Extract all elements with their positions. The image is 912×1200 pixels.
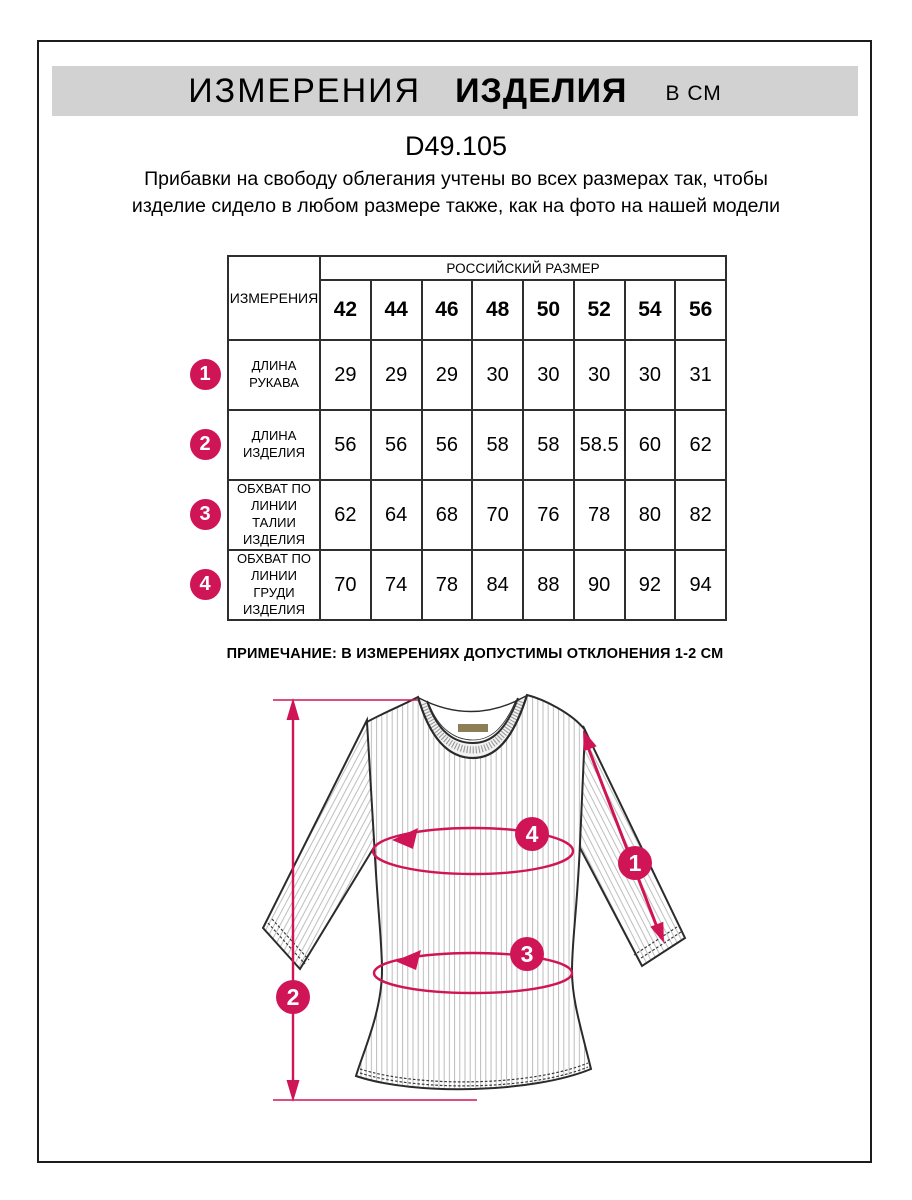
value-row2-size56: 62 xyxy=(675,410,726,480)
value-row2-size44: 56 xyxy=(371,410,422,480)
value-row2-size46: 56 xyxy=(422,410,473,480)
value-row4-size50: 88 xyxy=(523,550,574,620)
diagram-badge-4 xyxy=(515,817,549,851)
value-row1-size48: 30 xyxy=(472,340,523,410)
table-row-badge-1: 1 xyxy=(190,359,221,390)
size-table xyxy=(227,255,727,621)
size-header-48: 48 xyxy=(472,280,523,340)
value-row2-size52: 58.5 xyxy=(574,410,625,480)
value-row1-size42: 29 xyxy=(320,340,371,410)
table-row-badge-3: 3 xyxy=(190,499,221,530)
value-row1-size56: 31 xyxy=(675,340,726,410)
fit-description: Прибавки на свободу облегания учтены во всех размерах так, чтобы изделие сидело в любом размере также, как на фото на нашей модели xyxy=(131,168,781,217)
size-header-42: 42 xyxy=(320,280,371,340)
value-row2-size42: 56 xyxy=(320,410,371,480)
value-row3-size52: 78 xyxy=(574,480,625,550)
value-row3-size48: 70 xyxy=(472,480,523,550)
header-bar xyxy=(52,66,858,116)
table-row xyxy=(228,340,726,410)
value-row1-size52: 30 xyxy=(574,340,625,410)
size-header-54: 54 xyxy=(625,280,676,340)
size-header-44: 44 xyxy=(371,280,422,340)
value-row3-size42: 62 xyxy=(320,480,371,550)
value-row1-size50: 30 xyxy=(523,340,574,410)
header-title-measurements: ИЗМЕРЕНИЯ xyxy=(188,71,422,110)
value-row4-size54: 92 xyxy=(625,550,676,620)
measurement-label-3: ОБХВАТ ПО ЛИНИИ ТАЛИИ ИЗДЕЛИЯ xyxy=(228,480,320,550)
header-unit-label: В СМ xyxy=(665,82,722,105)
product-code: D49.105 xyxy=(404,131,508,161)
value-row2-size54: 60 xyxy=(625,410,676,480)
value-row4-size48: 84 xyxy=(472,550,523,620)
value-row1-size54: 30 xyxy=(625,340,676,410)
measurement-label-4: ОБХВАТ ПО ЛИНИИ ГРУДИ ИЗДЕЛИЯ xyxy=(228,550,320,620)
value-row4-size44: 74 xyxy=(371,550,422,620)
diagram-badge-1 xyxy=(618,846,652,880)
measurement-label-2: ДЛИНА ИЗДЕЛИЯ xyxy=(228,410,320,480)
size-table-header-row-1 xyxy=(228,256,726,280)
value-row4-size52: 90 xyxy=(574,550,625,620)
diagram-badge-2-label: 2 xyxy=(286,984,300,1010)
diagram-badge-1-label: 1 xyxy=(628,850,642,876)
measurements-column-header: ИЗМЕРЕНИЯ xyxy=(228,256,320,340)
back-neck-line xyxy=(419,696,526,712)
value-row2-size48: 58 xyxy=(472,410,523,480)
table-row xyxy=(228,410,726,480)
value-row4-size46: 78 xyxy=(422,550,473,620)
collar-tag xyxy=(458,724,488,732)
size-header-50: 50 xyxy=(523,280,574,340)
value-row4-size56: 94 xyxy=(675,550,726,620)
table-row xyxy=(228,550,726,620)
diagram-badge-3-label: 3 xyxy=(520,941,534,967)
size-header-56: 56 xyxy=(675,280,726,340)
value-row4-size42: 70 xyxy=(320,550,371,620)
value-row2-size50: 58 xyxy=(523,410,574,480)
note-text: ПРИМЕЧАНИЕ: В ИЗМЕРЕНИЯХ ДОПУСТИМЫ ОТКЛОНЕНИЯ 1-2 СМ xyxy=(226,646,724,662)
value-row1-size44: 29 xyxy=(371,340,422,410)
value-row3-size44: 64 xyxy=(371,480,422,550)
garment-measurement-diagram xyxy=(255,680,715,1120)
size-header-46: 46 xyxy=(422,280,473,340)
diagram-badge-4-label: 4 xyxy=(525,821,539,847)
russian-size-header: РОССИЙСКИЙ РАЗМЕР xyxy=(320,256,726,280)
diagram-badge-2 xyxy=(276,980,310,1014)
value-row3-size50: 76 xyxy=(523,480,574,550)
value-row3-size56: 82 xyxy=(675,480,726,550)
value-row3-size46: 68 xyxy=(422,480,473,550)
header-title-product: ИЗДЕЛИЯ xyxy=(455,71,628,110)
value-row3-size54: 80 xyxy=(625,480,676,550)
diagram-badge-3 xyxy=(510,937,544,971)
size-header-52: 52 xyxy=(574,280,625,340)
left-sleeve xyxy=(263,720,376,969)
measurement-label-1: ДЛИНА РУКАВА xyxy=(228,340,320,410)
value-row1-size46: 29 xyxy=(422,340,473,410)
table-row-badge-2: 2 xyxy=(190,429,221,460)
table-row-badge-4: 4 xyxy=(190,569,221,600)
table-row xyxy=(228,480,726,550)
